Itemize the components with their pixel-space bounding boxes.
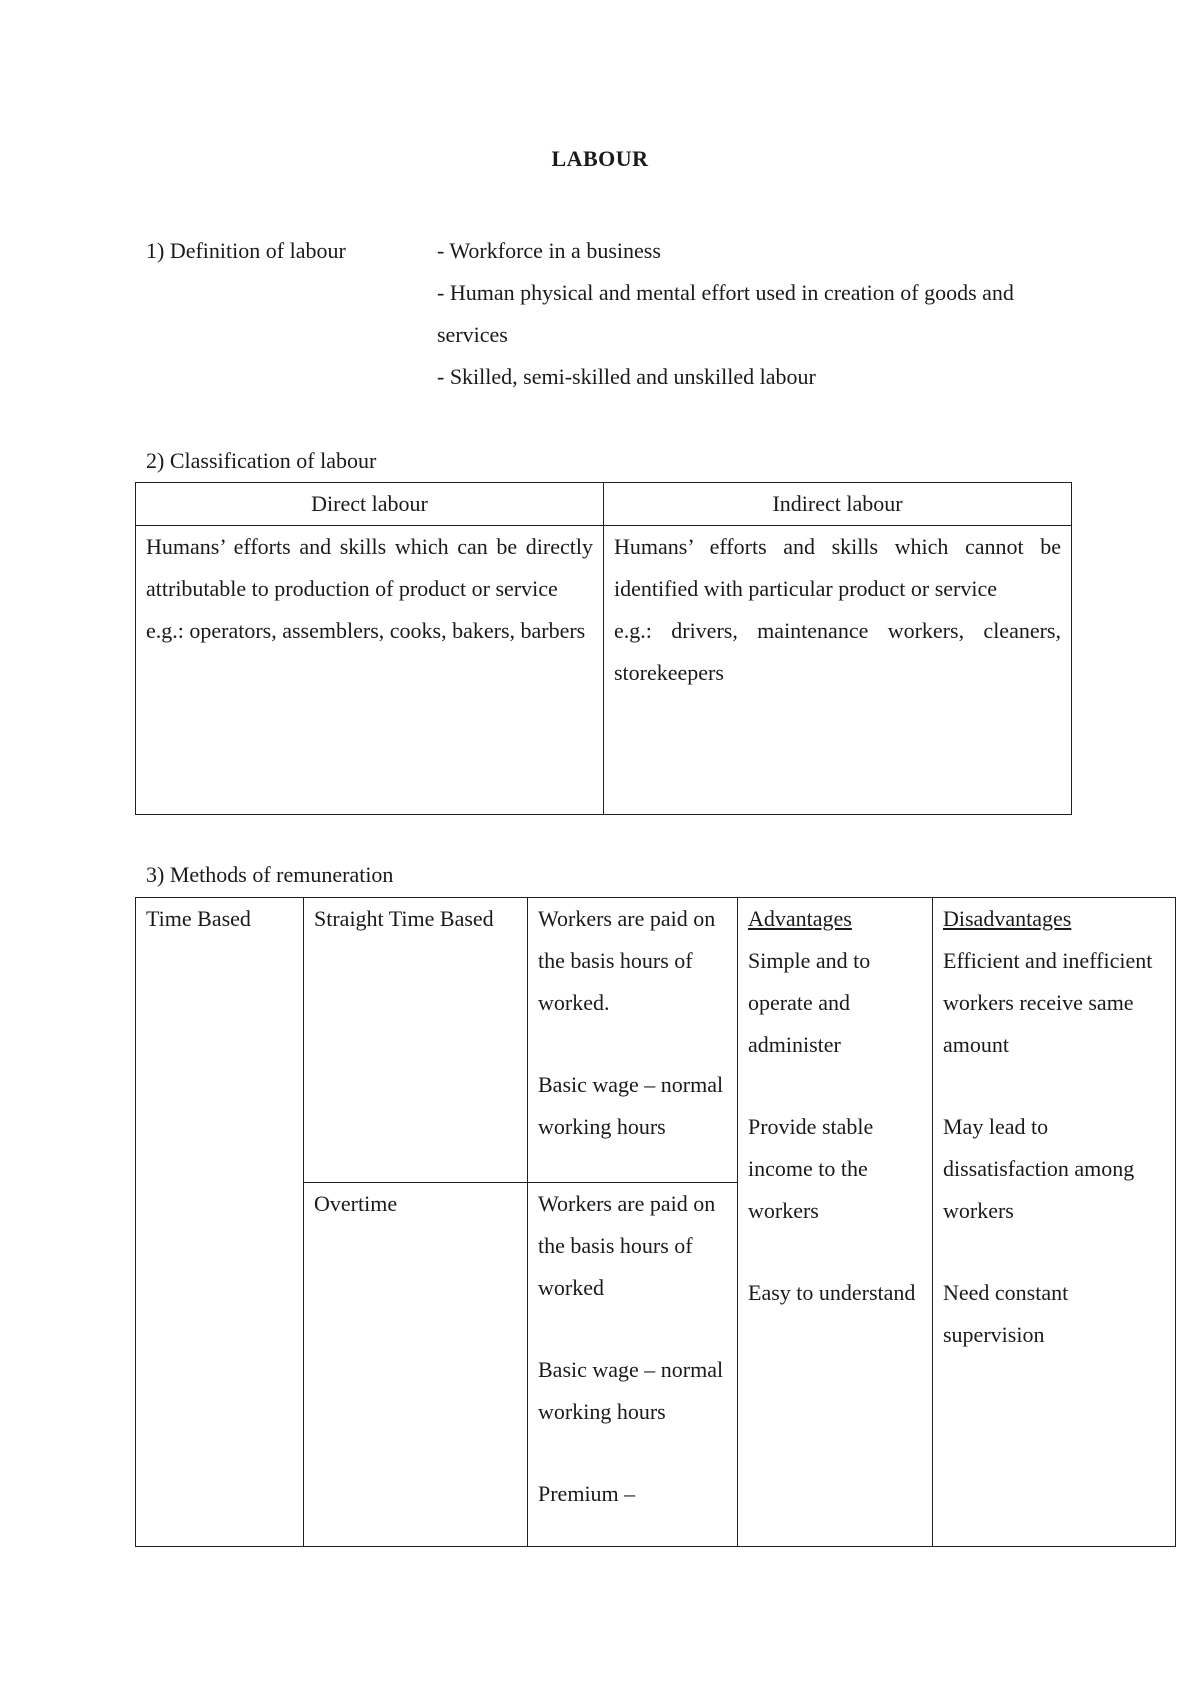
advantage-item: Simple and to operate and administer bbox=[748, 948, 871, 1057]
straight-time-based-label: Straight Time Based bbox=[304, 898, 528, 1183]
disadvantage-item: Efficient and inefficient workers receive same amount bbox=[943, 948, 1153, 1057]
definition-point: - Skilled, semi-skilled and unskilled labour bbox=[437, 364, 816, 389]
overtime-description: Workers are paid on the basis hours of worked bbox=[538, 1191, 716, 1300]
definition-points bbox=[437, 230, 1057, 398]
disadvantage-item: Need constant supervision bbox=[943, 1280, 1069, 1347]
overtime-basic-wage: Basic wage – normal working hours bbox=[538, 1357, 724, 1424]
method-time-based: Time Based bbox=[136, 898, 304, 1547]
disadvantage-item: May lead to dissatisfaction among workers bbox=[943, 1114, 1135, 1223]
direct-labour-header: Direct labour bbox=[136, 483, 604, 526]
indirect-labour-header: Indirect labour bbox=[604, 483, 1072, 526]
definition-point: - Human physical and mental effort used in creation of goods and services bbox=[437, 280, 1014, 347]
classification-table bbox=[135, 482, 1072, 815]
remuneration-table bbox=[135, 897, 1176, 1547]
indirect-labour-definition: Humans’ efforts and skills which cannot be identified with particular product or service bbox=[614, 534, 1061, 601]
advantages-heading: Advantages bbox=[748, 906, 852, 931]
definition-label: 1) Definition of labour bbox=[146, 238, 346, 263]
straight-time-description-cell bbox=[528, 898, 738, 1183]
advantages-cell bbox=[738, 898, 933, 1547]
direct-labour-examples: e.g.: operators, assemblers, cooks, bakers, barbers bbox=[146, 618, 586, 643]
overtime-description-cell bbox=[528, 1183, 738, 1547]
advantage-item: Provide stable income to the workers bbox=[748, 1114, 874, 1223]
straight-time-description: Workers are paid on the basis hours of worked. bbox=[538, 906, 716, 1015]
advantage-item: Easy to understand bbox=[748, 1280, 916, 1305]
overtime-premium: Premium – bbox=[538, 1481, 636, 1506]
disadvantages-cell bbox=[933, 898, 1176, 1547]
disadvantages-heading: Disadvantages bbox=[943, 906, 1072, 931]
page-title: LABOUR bbox=[551, 146, 649, 171]
indirect-labour-examples: e.g.: drivers, maintenance workers, cleaners, storekeepers bbox=[614, 618, 1061, 685]
overtime-label: Overtime bbox=[304, 1183, 528, 1547]
definition-point: - Workforce in a business bbox=[437, 238, 661, 263]
remuneration-heading: 3) Methods of remuneration bbox=[146, 862, 394, 887]
classification-heading: 2) Classification of labour bbox=[146, 448, 377, 473]
straight-time-basic-wage: Basic wage – normal working hours bbox=[538, 1072, 724, 1139]
direct-labour-cell bbox=[136, 526, 604, 815]
indirect-labour-cell bbox=[604, 526, 1072, 815]
direct-labour-definition: Humans’ efforts and skills which can be directly attributable to production of product or service bbox=[146, 534, 593, 601]
